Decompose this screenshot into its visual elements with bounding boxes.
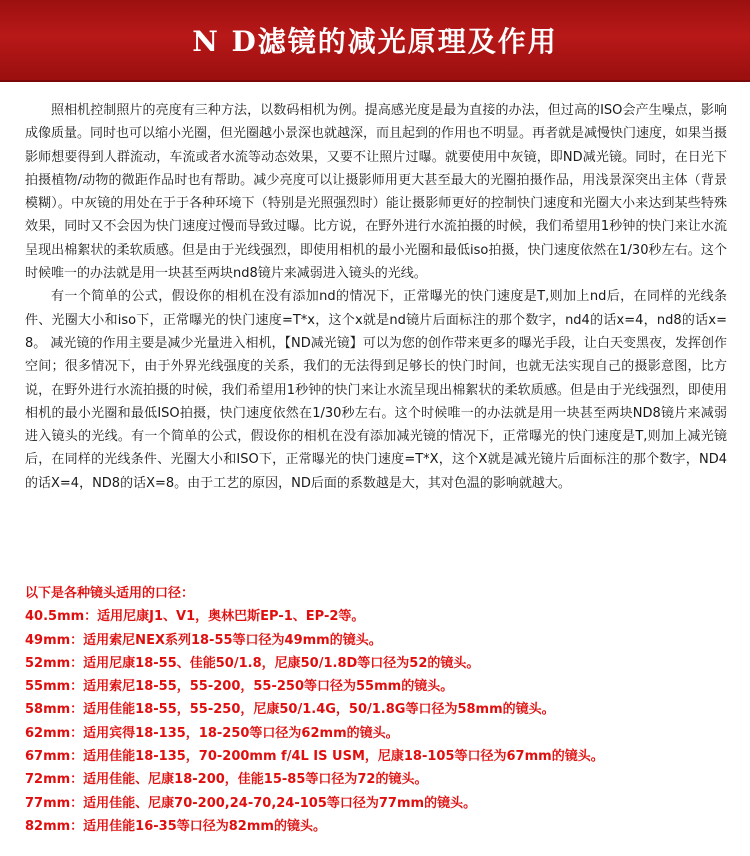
article-paragraph: 有一个简单的公式，假设你的相机在没有添加nd的情况下，正常曝光的快门速度是T,则加上nd后，在同样的光线条件、光圈大小和iso下，正常曝光的快门速度=T*x，这个x就是nd镜片后面标注的那个数字，nd4的话x=4，nd8的话x=8。 减光镜的作用主要是减少光量进入相机，【ND减光镜】可以为您的创作带来更多的曝光手段，让白天变黑夜，发挥创作空间；很多情况下，由于外界光线强度的关系，我们的无法得到足够长的快门时间，也就无法实现自己的摄影意图，比方说，在野外进行水流拍摄的时候，我们希望用1秒钟的快门来让水流呈现出棉絮状的柔软质感。但是由于光线强烈，即使用相机的最小光圈和最低ISO拍摄，快门速度依然在1/30秒左右。这个时候唯一的办法就是用一块甚至两块ND8镜片来减弱进入镜头的光线。有一个简单的公式，假设你的相机在没有添加减光镜的情况下，正常曝光的快门速度是T,则加上减光镜后，在同样的光线条件、光圈大小和ISO下，正常曝光的快门速度=T*X，这个X就是减光镜片后面标注的那个数字，ND4的话X=4，ND8的话X=8。由于工艺的原因，ND后面的系数越是大，其对色温的影响就越大。 <box>25 289 727 491</box>
article-body <box>25 99 727 495</box>
title-banner <box>0 0 750 82</box>
lens-size-item: 67mm：适用佳能18-135，70-200mm f/4L IS USM，尼康18-105等口径为67mm的镜头。 <box>25 749 604 765</box>
lens-size-heading: 以下是各种镜头适用的口径： <box>25 586 195 601</box>
page-title: N D滤镜的减光原理及作用 <box>192 25 558 58</box>
lens-size-item: 77mm：适用佳能、尼康70-200,24-70,24-105等口径为77mm的镜头。 <box>25 795 477 811</box>
lens-size-item: 62mm：适用宾得18-135，18-250等口径为62mm的镜头。 <box>25 725 399 741</box>
lens-size-item: 72mm：适用佳能、尼康18-200，佳能15-85等口径为72的镜头。 <box>25 772 428 788</box>
lens-size-item: 58mm：适用佳能18-55，55-250，尼康50/1.4G，50/1.8G等口径为58mm的镜头。 <box>25 702 555 718</box>
lens-size-item: 40.5mm：适用尼康J1、V1，奥林巴斯EP-1、EP-2等。 <box>25 609 365 625</box>
article-paragraph: 照相机控制照片的亮度有三种方法，以数码相机为例。提高感光度是最为直接的办法，但过高的ISO会产生噪点，影响成像质量。同时也可以缩小光圈，但光圈越小景深也就越深，而且起到的作用也不明显。再者就是减慢快门速度，如果当摄影师想要得到人群流动，车流或者水流等动态效果，又要不让照片过曝。就要使用中灰镜，即ND减光镜。同时，在日光下拍摄植物/动物的微距作品时也有帮助。减少亮度可以让摄影师用更大甚至最大的光圈拍摄作品，用浅景深突出主体（背景模糊）。中灰镜的用处在于于各种环境下（特别是光照强烈时）能让摄影师更好的控制快门速度和光圈大小来达到某些特殊效果，同时又不会因为快门速度过慢而导致过曝。比方说，在野外进行水流拍摄的时候，我们希望用1秒钟的快门来让水流呈现出棉絮状的柔软质感。但是由于光线强烈，即使用相机的最小光圈和最低iso拍摄，快门速度依然在1/30秒左右。这个时候唯一的办法就是用一块甚至两块nd8镜片来减弱进入镜头的光线。 <box>25 103 728 282</box>
lens-size-item: 52mm：适用尼康18-55、佳能50/1.8，尼康50/1.8D等口径为52的镜头。 <box>25 655 480 671</box>
lens-size-item: 49mm：适用索尼NEX系列18-55等口径为49mm的镜头。 <box>25 632 382 648</box>
lens-size-list <box>25 582 735 838</box>
lens-size-item: 55mm：适用索尼18-55，55-200，55-250等口径为55mm的镜头。 <box>25 679 454 695</box>
lens-size-item: 82mm：适用佳能16-35等口径为82mm的镜头。 <box>25 818 326 834</box>
